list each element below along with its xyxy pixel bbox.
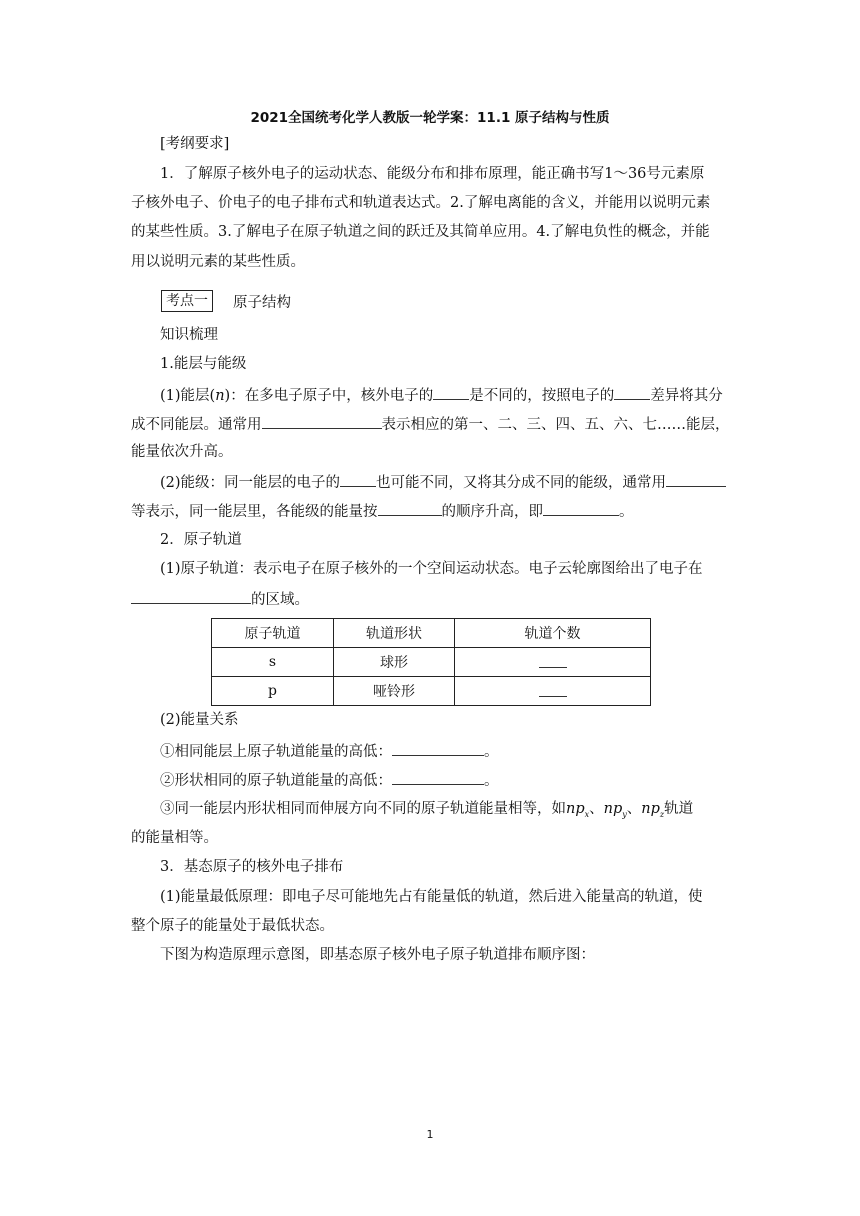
requirements-line-3: 的某些性质。3.了解电子在原子轨道之间的跃迁及其简单应用。4.了解电负性的概念，并能 [131, 224, 710, 240]
requirements-line-2: 子核外电子、价电子的电子排布式和轨道表达式。2.了解电离能的含义，并能用以说明元素 [131, 195, 711, 211]
blank [543, 501, 619, 516]
ground-state-heading: 3．基态原子的核外电子排布 [160, 859, 344, 875]
page-title: 2021全国统考化学人教版一轮学案：11.1 原子结构与性质 [250, 110, 610, 126]
blank [539, 682, 567, 697]
energy-relation-3-line-2: 的能量相等。 [131, 830, 218, 846]
requirements-heading: [考纲要求] [160, 136, 230, 152]
blank [392, 770, 484, 785]
table-row [212, 677, 651, 706]
blank [539, 653, 567, 668]
ground-state-para-1-line-1: (1)能量最低原理：即电子尽可能地先占有能量低的轨道，然后进入能量高的轨道，使 [160, 889, 703, 905]
ground-state-para-2: 下图为构造原理示意图，即基态原子核外电子原子轨道排布顺序图： [160, 947, 595, 963]
blank [378, 501, 442, 516]
section-tag: 考点一 [161, 290, 213, 312]
energy-relation-3-line-1: ③同一能层内形状相同而伸展方向不同的原子轨道能量相等，如$np_x$、$np_y$、$np_z$轨道 [160, 801, 694, 819]
blank [340, 472, 376, 487]
table-cell [455, 677, 651, 706]
orbital-table [211, 618, 651, 706]
requirements-line-1: 1．了解原子核外电子的运动状态、能级分布和排布原理，能正确书写1～36号元素原 [160, 166, 705, 182]
blank [614, 385, 650, 400]
table-cell [455, 648, 651, 677]
section-name: 原子结构 [233, 295, 291, 311]
orbital-heading: 2．原子轨道 [160, 532, 242, 548]
table-row [212, 648, 651, 677]
energy-para-2-line-1: (2)能级：同一能层的电子的 也可能不同，又将其分成不同的能级，通常用 [160, 472, 726, 492]
blank [392, 741, 484, 756]
energy-para-1-line-3: 能量依次升高。 [131, 444, 233, 460]
knowledge-heading: 知识梳理 [160, 327, 218, 343]
table-header-row [212, 619, 651, 648]
table-cell: 球形 [334, 648, 455, 677]
orbital-para-1-line-1: (1)原子轨道：表示电子在原子核外的一个空间运动状态。电子云轮廓图给出了电子在 [160, 561, 703, 577]
blank [666, 472, 726, 487]
page-number: 1 [426, 1128, 434, 1141]
energy-relation-heading: (2)能量关系 [160, 712, 239, 728]
ground-state-para-1-line-2: 整个原子的能量处于最低状态。 [131, 918, 334, 934]
requirements-line-4: 用以说明元素的某些性质。 [131, 254, 305, 270]
table-header-cell: 轨道形状 [334, 619, 455, 648]
energy-relation-1: ①相同能层上原子轨道能量的高低： 。 [160, 741, 499, 761]
table-cell: s [212, 648, 334, 677]
blank [262, 414, 382, 429]
table-cell: 哑铃形 [334, 677, 455, 706]
energy-para-1-line-1: (1)能层(n)：在多电子原子中，核外电子的 是不同的，按照电子的 差异将其分 [160, 385, 723, 405]
energy-relation-2: ②形状相同的原子轨道能量的高低： 。 [160, 770, 499, 790]
energy-para-2-line-2: 等表示，同一能层里，各能级的能量按 的顺序升高，即 。 [131, 501, 634, 521]
energy-heading: 1.能层与能级 [160, 356, 247, 372]
blank [433, 385, 469, 400]
blank [131, 589, 251, 604]
energy-para-1-line-2: 成不同能层。通常用 表示相应的第一、二、三、四、五、六、七……能层， [131, 414, 730, 434]
table-header-cell: 轨道个数 [455, 619, 651, 648]
table-cell: p [212, 677, 334, 706]
table-header-cell: 原子轨道 [212, 619, 334, 648]
orbital-para-1-line-2: 的区域。 [131, 589, 309, 609]
